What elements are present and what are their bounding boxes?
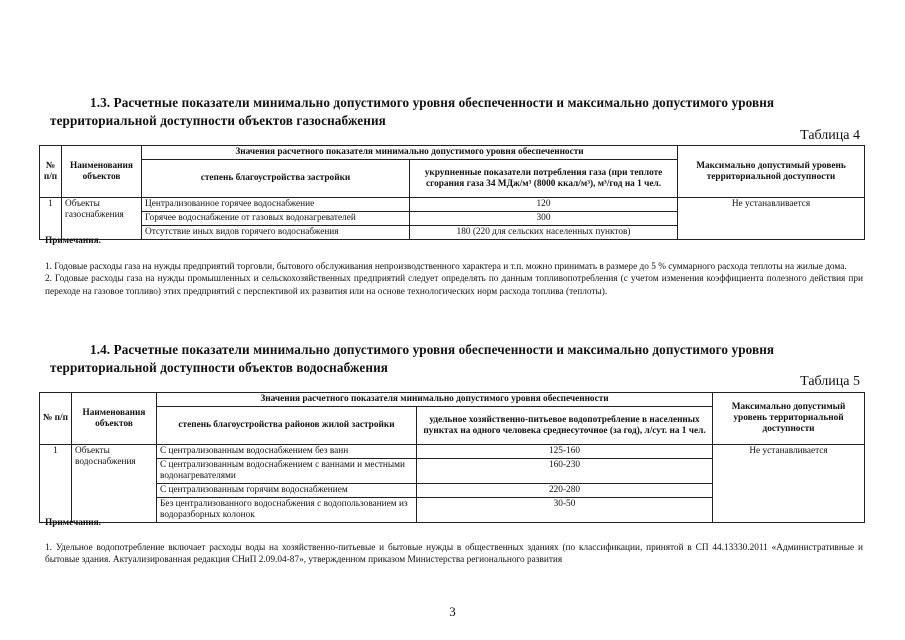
row-max: Не устанавливается — [678, 198, 865, 240]
notes-gas — [45, 235, 863, 298]
row-value: 30-50 — [417, 498, 713, 523]
row-value: 180 (220 для сельских населенных пунктов) — [410, 226, 678, 240]
table-caption: Таблица 5 — [800, 374, 860, 389]
row-name: Объекты водоснабжения — [72, 445, 157, 523]
section-title-line: 1.3. Расчетные показатели минимально допустимого уровня обеспеченности и максимально допустимого уровня — [90, 95, 775, 110]
row-degree: С централизованным водоснабжением без ванн — [157, 445, 417, 459]
section-title-line: территориальной доступности объектов водоснабжения — [50, 360, 389, 375]
section-title-line: территориальной доступности объектов газоснабжения — [50, 113, 386, 128]
header-indicator: укрупненные показатели потребления газа (при теплоте сгорания газа 34 МДж/м³ (8000 ккал/м³), м³/год на 1 чел. — [410, 160, 678, 198]
row-value: 160-230 — [417, 459, 713, 484]
row-value: 120 — [410, 198, 678, 212]
row-max: Не устанавливается — [713, 445, 865, 523]
header-degree: степень благоустройства застройки — [142, 160, 410, 198]
row-degree: С централизованным горячим водоснабжением — [157, 484, 417, 498]
notes-heading: Примечания. — [45, 236, 101, 246]
gas-table — [39, 145, 865, 240]
header-num: № п/п — [40, 393, 72, 445]
header-indicator: удельное хозяйственно-питьевое водопотребление в населенных пунктах на одного человека среднесуточное (за год), л/сут. на 1 чел. — [417, 407, 713, 445]
header-max: Максимально допустимый уровень территориальной доступности — [713, 393, 865, 445]
header-group: Значения расчетного показателя минимально допустимого уровня обеспеченности — [157, 393, 713, 407]
row-degree: Без централизованного водоснабжения с водопользованием из водоразборных колонок — [157, 498, 417, 523]
table-row — [40, 445, 865, 459]
row-num: 1 — [40, 445, 72, 523]
row-degree: С централизованным водоснабжением с ваннами и местными водонагревателями — [157, 459, 417, 484]
row-degree: Отсутствие иных видов горячего водоснабжения — [142, 226, 410, 240]
row-value: 300 — [410, 212, 678, 226]
table-row — [40, 198, 865, 212]
header-num: № п/п — [40, 146, 62, 198]
row-value: 220-280 — [417, 484, 713, 498]
row-num: 1 — [40, 198, 62, 240]
section-title-line: 1.4. Расчетные показатели минимально допустимого уровня обеспеченности и максимально допустимого уровня — [90, 342, 775, 357]
section-title-water — [50, 341, 870, 377]
row-value: 125-160 — [417, 445, 713, 459]
notes-heading: Примечания. — [45, 518, 101, 528]
header-max: Максимально допустимый уровень территориальной доступности — [678, 146, 865, 198]
header-group: Значения расчетного показателя минимально допустимого уровня обеспеченности — [142, 146, 678, 160]
note-item: 2. Годовые расходы газа на нужды промышленных и сельскохозяйственных предприятий следует определять по данным топливопотребления (с учетом изменения коэффициента полезного действия при переходе на газовое топливо) этих предприятий с перспективой их развития или на основе технологических норм расхода топлива (теплоты). — [45, 274, 863, 297]
page-number: 3 — [449, 604, 456, 619]
row-degree: Горячее водоснабжение от газовых водонагревателей — [142, 212, 410, 226]
header-name: Наименования объектов — [62, 146, 142, 198]
header-name: Наименования объектов — [72, 393, 157, 445]
row-name: Объекты газоснабжения — [62, 198, 142, 240]
header-degree: степень благоустройства районов жилой застройки — [157, 407, 417, 445]
note-item: 1. Удельное водопотребление включает расходы воды на хозяйственно-питьевые и бытовые нужды в общественных зданиях (по классификации, принятой в СП 44.13330.2011 «Административные и бытовые здания. Актуализированная редакция СНиП 2.09.04-87», утвержденном приказом Министерства регионального развития — [45, 542, 863, 565]
notes-water — [45, 517, 863, 567]
note-item: 1. Годовые расходы газа на нужды предприятий торговли, бытового обслуживания непроизводственного характера и т.п. можно принимать в размере до 5 % суммарного расхода теплоты на жилые дома. — [45, 261, 847, 272]
section-title-gas — [50, 94, 870, 130]
table-caption: Таблица 4 — [800, 128, 860, 143]
water-table — [39, 392, 865, 523]
row-degree: Централизованное горячее водоснабжение — [142, 198, 410, 212]
